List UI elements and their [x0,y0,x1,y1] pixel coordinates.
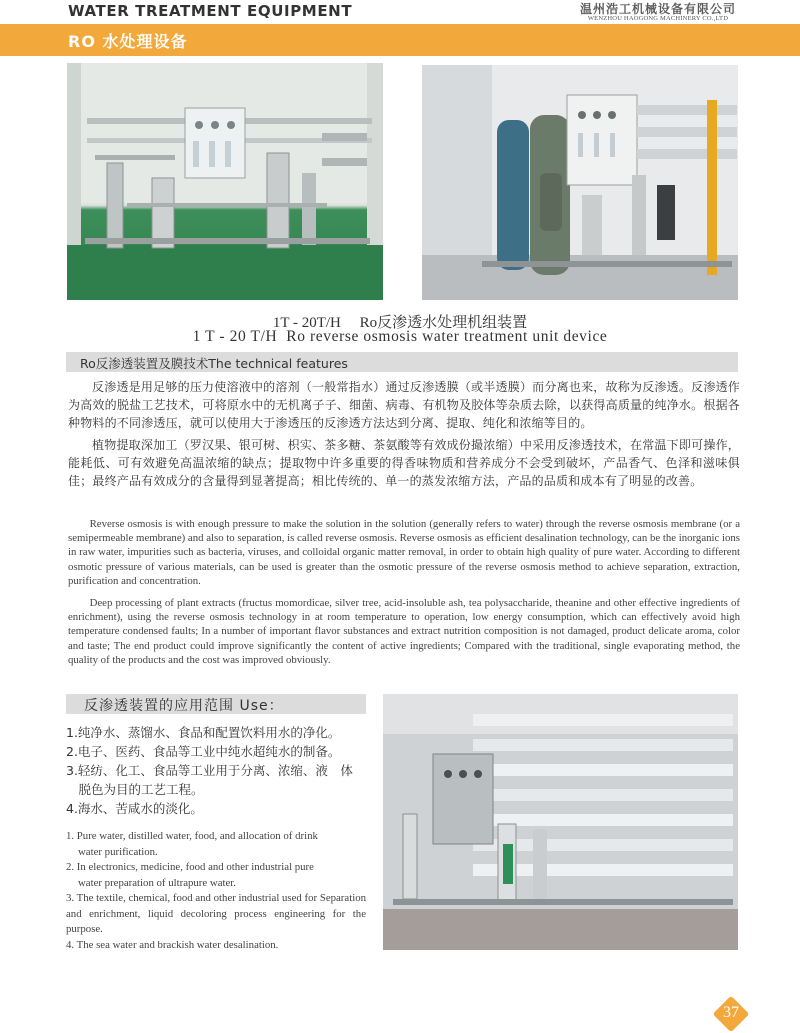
tech-paragraph-en-1: Reverse osmosis is with enough pressure to make the solution in the solution (generally refers to water) through the reverse osmosis membrane (or a semipermeable membrane) and also to separation, is called reverse osmosis. Reverse osmosis as efficient desalination technology, can be the inorganic ions in raw water, impurities such as bacteria, viruses, and colloidal organic matter removal, in order to obtain high quality of pure water. According to different osmotic pressure of various materials, can be used is greater than the osmotic pressure of the reverse osmosis method to achieve separation, extraction, purification and concentration. [68,518,741,587]
page-number-badge [713,996,749,1032]
list-item: 2. In electronics, medicine, food and other industrial pure [66,861,314,873]
tech-paragraph-en-2: Deep processing of plant extracts (fructus momordicae, silver tree, acid-insoluble ash, tea polysaccharide, theanine and other effective ingredients of enrichment), using the reverse osmosis technology in at room temperature to operation, low energy consumption, which can effectively avoid high temperature condensed faults; In a number of important flavor substances and extract nutrition composition is not damaged, product delicate aroma, color and taste; The end product could improve significantly the content of active ingredients; Compared with the traditional, single evaporating method, the quality of the products and the cost was improved obviously. [68,597,740,666]
ro-unit-photo-1 [67,63,383,300]
caption-en: 1 T - 20 T/H Ro reverse osmosis water treatment unit device [192,328,608,345]
list-item: 3.轻纺、化工、食品等工业用于分离、浓缩、液 体 [66,763,353,778]
caption-zh: 1T - 20T/H Ro反渗透水处理机组装置 [272,315,528,331]
header-title: WATER TREATMENT EQUIPMENT [68,2,353,20]
list-item: 1. Pure water, distilled water, food, and allocation of drink [66,830,318,842]
tech-section-heading [66,352,738,372]
list-item: 2.电子、医药、食品等工业中纯水超纯水的制备。 [66,744,341,759]
page-number: 37 [723,1004,739,1021]
company-name-en: WENZHOU HAOGONG MACHINERY CO.,LTD [587,15,729,22]
use-list-zh [66,723,366,818]
ro-unit-photo-3 [383,694,738,950]
tech-heading-text: Ro反渗透装置及膜技术The technical features [80,356,348,371]
section-band [0,24,800,56]
list-item: 脱色为目的工艺工程。 [66,782,204,797]
use-section-heading [66,694,366,714]
page-header [0,0,800,24]
company-name-zh: 温州浩工机械设备有限公司 [579,2,736,16]
list-item: 4. The sea water and brackish water desalination. [66,938,279,951]
list-item: 4.海水、苦咸水的淡化。 [66,801,203,816]
list-item: water preparation of ultrapure water. [78,876,236,889]
list-item: 1.纯净水、蒸馏水、食品和配置饮料用水的净化。 [66,725,341,740]
company-logo-text [580,0,736,22]
ro-unit-photo-2 [422,65,738,300]
tech-paragraph-zh-2: 植物提取深加工（罗汉果、银可树、枳实、茶多糖、茶氨酸等有效成份撮浓缩）中采用反渗透技术，在常温下即可操作，能耗低、可有效避免高温浓缩的缺点；提取物中许多重要的得香味物质和营养成分不会受到破坏，产品香气、色泽和滋味俱佳；最终产品有效成分的含量得到显著提高；相比传统的、单一的蒸发浓缩方法，产品的品质和成本有了明显的改善。 [68,438,740,488]
section-band-title: RO 水处理设备 [68,32,188,51]
list-item: 3. The textile, chemical, food and other industrial used for Separation and enrichment, liquid decoloring process engineering for the purpose. [66,892,366,935]
use-list-en [66,829,366,953]
use-heading-text: 反渗透装置的应用范围 Use： [84,698,284,714]
tech-paragraph-zh-1: 反渗透是用足够的压力使溶液中的溶剂（一般常指水）通过反渗透膜（或半透膜）而分离也来，故称为反渗透。反渗透作为高效的脱盐工艺技术，可将原水中的无机离子子、细菌、病毒、有机物及胶体等杂质去除，以获得高质量的纯净水。根据各种物料的不同渗透压，就可以使用大于渗透压的反渗透方法达到分离、提取、纯化和浓缩等目的。 [68,380,740,430]
list-item: water purification. [78,845,158,858]
